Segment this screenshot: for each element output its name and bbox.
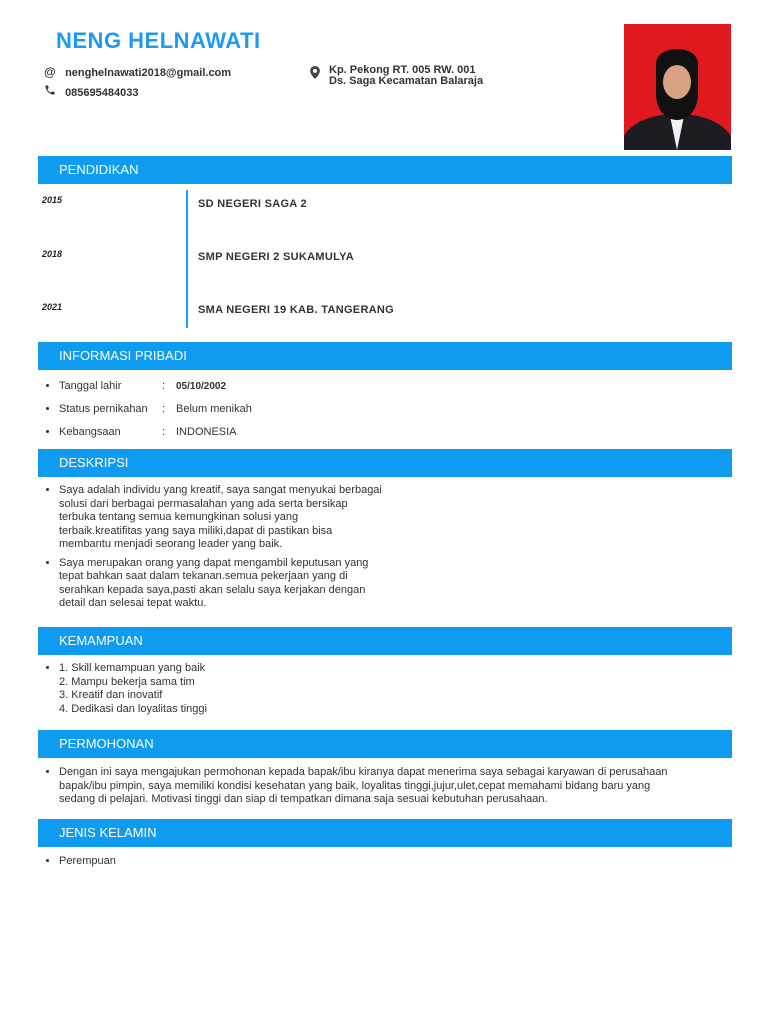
permohonan-list [44,766,667,807]
section-header-kemampuan: KEMAMPUAN [38,627,732,655]
email-text: nenghelnawati2018@gmail.com [65,67,232,79]
address-line-1: Kp. Pekong RT. 005 RW. 001 [329,64,476,76]
edu-year: 2021 [42,302,63,312]
list-item: • Saya merupakan orang yang dapat mengambil keputusan yang tepat bahkan saat dalam tekanan.semua pekerjaan yang di serahkan kepada saya,pasti akan selalu saya kerjakan dengan detail dan selesai tepat waktu. [59,557,382,611]
list-item: • Perempuan [59,855,116,869]
timeline-line [186,190,188,328]
edu-school: SMP NEGERI 2 SUKAMULYA [198,251,354,263]
edu-school: SD NEGERI SAGA 2 [198,198,307,210]
list-item: • Kebangsaan : INDONESIA [59,426,252,449]
list-item: • Dengan ini saya mengajukan permohonan kepada bapak/ibu kiranya dapat menerima saya sebagai karyawan di perusahaan bapak/ibu pimpin, saya memiliki kondisi kesehatan yang baik, loyalitas tinggi,jujur,ulet,cepat memahami bidang baru yang sedang di pelajari. Motivasi tinggi dan siap di tempatkan dimana saja sesuai kebutuhan perusahaan. [59,766,667,807]
edu-year: 2015 [42,195,63,205]
list-item: • Tanggal lahir : 05/10/2002 [59,380,252,403]
address-block [329,65,483,87]
section-header-jenis-kelamin: JENIS KELAMIN [38,819,732,847]
candidate-name: NENG HELNAWATI [56,28,261,53]
list-item: • Status pernikahan : Belum menikah [59,403,252,426]
section-header-permohonan: PERMOHONAN [38,730,732,758]
phone-row [44,84,138,99]
edu-school: SMA NEGERI 19 KAB. TANGERANG [198,304,395,316]
personal-info-list [44,380,252,449]
section-header-deskripsi: DESKRIPSI [38,449,732,477]
list-item: • 1. Skill kemampuan yang baik 2. Mampu bekerja sama tim 3. Kreatif dan inovatif 4. Dedikasi dan loyalitas tinggi [59,662,207,716]
address-line-2: Ds. Saga Kecamatan Balaraja [329,75,484,87]
kemampuan-list [44,662,207,716]
section-header-pendidikan: PENDIDIKAN [38,156,732,184]
at-icon: @ [44,65,56,79]
jenis-kelamin-list [44,855,116,869]
edu-year: 2018 [42,249,63,259]
deskripsi-list [44,484,382,611]
phone-icon [44,84,62,99]
email-row [44,65,231,79]
location-pin-icon [310,66,320,84]
profile-photo [624,24,731,150]
section-header-informasi-pribadi: INFORMASI PRIBADI [38,342,732,370]
list-item: • Saya adalah individu yang kreatif, saya sangat menyukai berbagai solusi dari berbagai permasalahan yang ada serta bersikap terbuka tentang semua kemungkinan solusi yang terbaik.kreatifitas yang saya miliki,dapat di pastikan bisa membantu menjadi seorang leader yang baik. [59,484,382,552]
phone-text: 085695484033 [65,87,139,99]
